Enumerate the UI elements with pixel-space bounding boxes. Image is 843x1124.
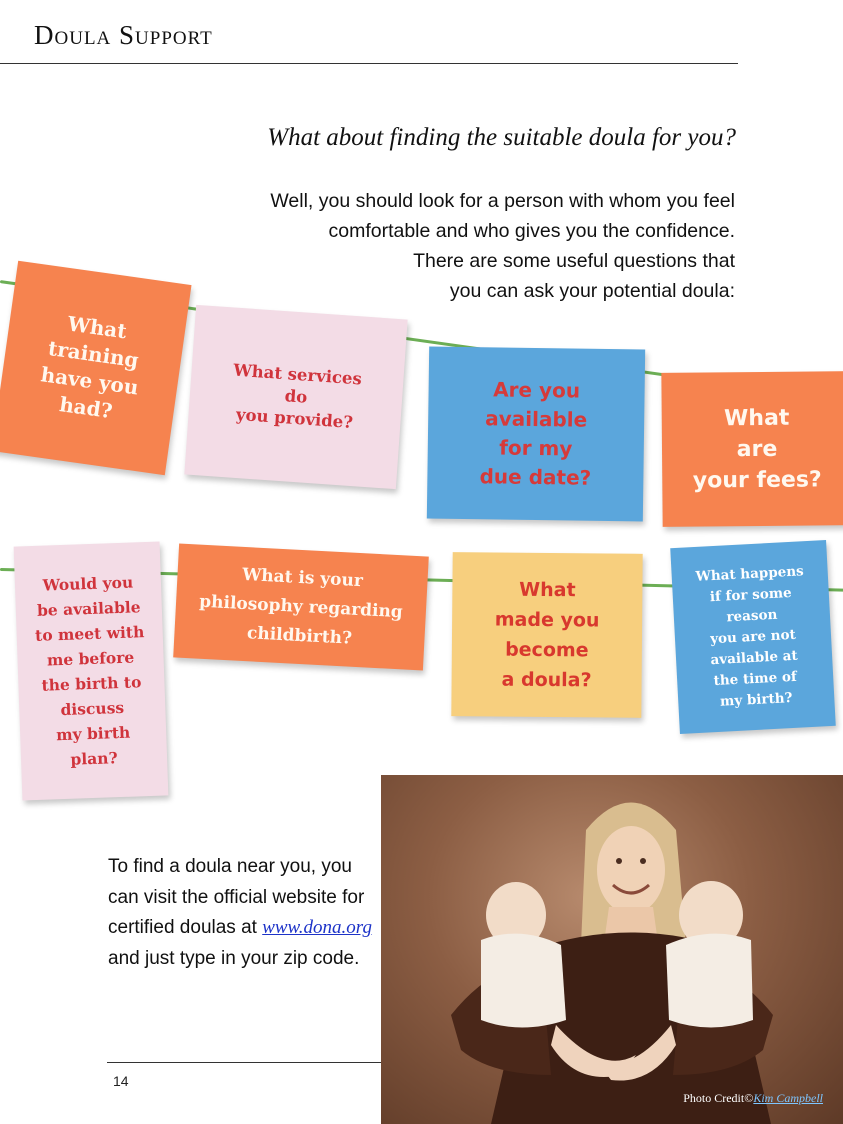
note-line: to meet with (34, 622, 145, 645)
page-number: 14 (113, 1073, 129, 1089)
question-note-become-doula (451, 552, 642, 718)
page-header-title: Doula Support (34, 20, 213, 50)
intro-paragraph (190, 186, 735, 306)
note-line: What (66, 311, 129, 344)
intro-line: you can ask your potential doula: (449, 280, 735, 302)
intro-line: comfortable and who gives you the confidence. (328, 220, 735, 242)
note-line: plan? (70, 748, 118, 769)
question-note-not-available (670, 540, 836, 734)
note-line: What happens (695, 562, 805, 585)
dona-website-link[interactable]: www.dona.org (262, 917, 373, 938)
photographer-link[interactable]: Kim Campbell (753, 1091, 823, 1105)
note-line: be available (36, 597, 141, 620)
note-line: your fees? (692, 466, 822, 494)
photo-illustration (381, 775, 843, 1124)
note-line: training (46, 335, 141, 373)
note-line: you provide? (235, 404, 354, 433)
footer-divider (107, 1062, 381, 1063)
note-line: for my (499, 435, 573, 461)
note-line: my birth? (719, 689, 793, 710)
note-line: Are you (492, 377, 581, 403)
note-line: Would you (42, 572, 134, 595)
note-line: available at (710, 647, 799, 668)
closing-paragraph (108, 852, 378, 974)
note-line: the birth to (41, 672, 142, 695)
note-line: available (485, 406, 588, 432)
note-line: the time of (713, 668, 798, 689)
question-note-meet-before-birth (14, 542, 169, 801)
note-line: me before (46, 647, 135, 670)
photo-credit-prefix: Photo Credit© (683, 1091, 754, 1105)
closing-text-before-link: To find a doula near you, you can visit the official website for certified doulas at (108, 856, 365, 938)
intro-line: Well, you should look for a person with whom you feel (270, 190, 735, 212)
note-line: discuss (60, 697, 125, 720)
note-line: you are not (709, 626, 797, 647)
note-line: What (723, 405, 790, 431)
note-line: my birth (55, 722, 131, 745)
note-line: have you (39, 362, 141, 400)
header-divider (0, 63, 738, 64)
note-line: are (736, 436, 778, 462)
note-line: philosophy regarding (198, 591, 404, 622)
question-note-philosophy (173, 544, 429, 671)
note-line: become (505, 638, 589, 662)
closing-text-after-link: and just type in your zip code. (108, 947, 360, 969)
note-line: reason (726, 606, 778, 625)
mother-with-twins-photo (381, 775, 843, 1124)
note-line: do (284, 386, 308, 407)
note-line: What is your (241, 564, 364, 591)
note-line: a doula? (501, 668, 592, 692)
question-note-due-date (427, 347, 645, 522)
note-line: What (519, 578, 576, 602)
question-note-services (184, 305, 407, 489)
question-note-fees (661, 371, 843, 527)
question-note-training (0, 261, 192, 475)
note-line: made you (494, 608, 600, 632)
photo-credit (683, 1091, 823, 1106)
note-line: What services (232, 360, 363, 389)
note-line: childbirth? (246, 622, 353, 649)
note-line: had? (57, 392, 114, 424)
note-line: if for some (709, 584, 792, 605)
intro-line: There are some useful questions that (413, 250, 735, 272)
section-subheading: What about finding the suitable doula for you? (267, 124, 736, 151)
note-line: due date? (479, 464, 592, 490)
